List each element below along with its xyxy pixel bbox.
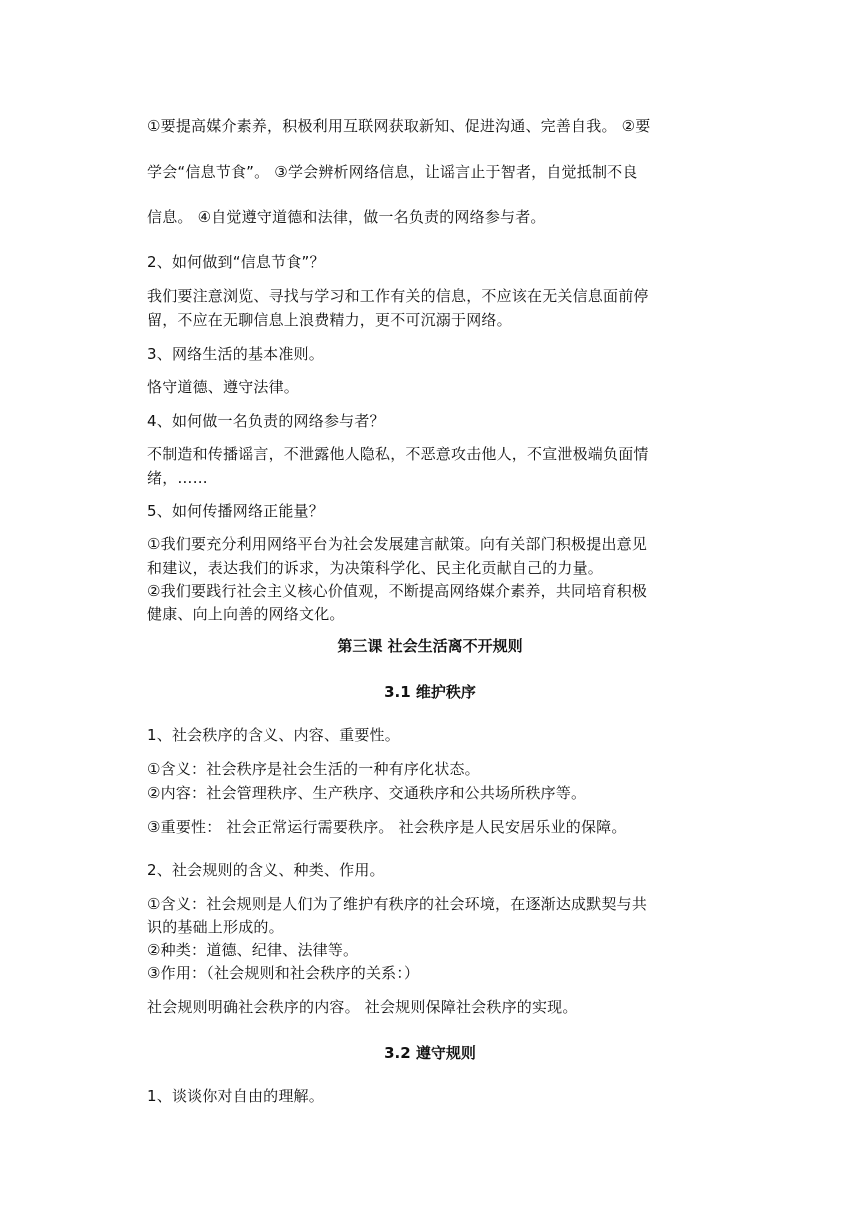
text-line: ②我们要践行社会主义核心价值观，不断提高网络媒介素养，共同培育积极: [147, 582, 648, 600]
text-line: 恪守道德、遵守法律。: [147, 378, 300, 396]
text-line: ②内容：社会管理秩序、生产秩序、交通秩序和公共场所秩序等。: [147, 784, 587, 802]
text-line: 留，不应在无聊信息上浪费精力，更不可沉溺于网络。: [147, 311, 512, 329]
text-line: 不制造和传播谣言，不泄露他人隐私，不恶意攻击他人，不宣泄极端负面情: [147, 445, 649, 463]
text-line: 学会“信息节食”。 ③学会辨析网络信息，让谣言止于智者，自觉抵制不良: [147, 163, 638, 181]
question-heading: 2、社会规则的含义、种类、作用。: [147, 861, 385, 879]
text-line: 和建议，表达我们的诉求，为决策科学化、民主化贡献自己的力量。: [147, 559, 604, 577]
question-heading: 4、如何做一名负责的网络参与者？: [147, 412, 385, 430]
text-line: 识的基础上形成的。: [147, 918, 284, 936]
question-heading: 5、如何传播网络正能量？: [147, 502, 324, 520]
text-line: ①含义：社会规则是人们为了维护有秩序的社会环境，在逐渐达成默契与共: [147, 895, 648, 913]
text-line: 社会规则明确社会秩序的内容。 社会规则保障社会秩序的实现。: [147, 998, 578, 1016]
question-heading: 2、如何做到“信息节食”？: [147, 253, 325, 271]
question-heading: 1、谈谈你对自由的理解。: [147, 1087, 324, 1105]
text-line: 我们要注意浏览、寻找与学习和工作有关的信息，不应该在无关信息面前停: [147, 287, 649, 305]
question-heading: 3、网络生活的基本准则。: [147, 345, 324, 363]
question-heading: 1、社会秩序的含义、内容、重要性。: [147, 726, 400, 744]
section-title: 3.2 遵守规则: [384, 1044, 476, 1062]
text-line: ③重要性： 社会正常运行需要秩序。 社会秩序是人民安居乐业的保障。: [147, 818, 627, 836]
lesson-title: 第三课 社会生活离不开规则: [337, 637, 523, 655]
text-line: 绪，……: [147, 469, 208, 487]
text-line: ①含义：社会秩序是社会生活的一种有序化状态。: [147, 760, 480, 778]
text-line: ①要提高媒介素养，积极利用互联网获取新知、促进沟通、完善自我。 ②要: [147, 117, 651, 135]
text-line: 健康、向上向善的网络文化。: [147, 605, 345, 623]
section-title: 3.1 维护秩序: [384, 683, 476, 701]
text-line: ③作用：（社会规则和社会秩序的关系：）: [147, 964, 420, 982]
text-line: ①我们要充分利用网络平台为社会发展建言献策。向有关部门积极提出意见: [147, 535, 648, 553]
text-line: 信息。 ④自觉遵守道德和法律，做一名负责的网络参与者。: [147, 208, 546, 226]
text-line: ②种类：道德、纪律、法律等。: [147, 941, 359, 959]
